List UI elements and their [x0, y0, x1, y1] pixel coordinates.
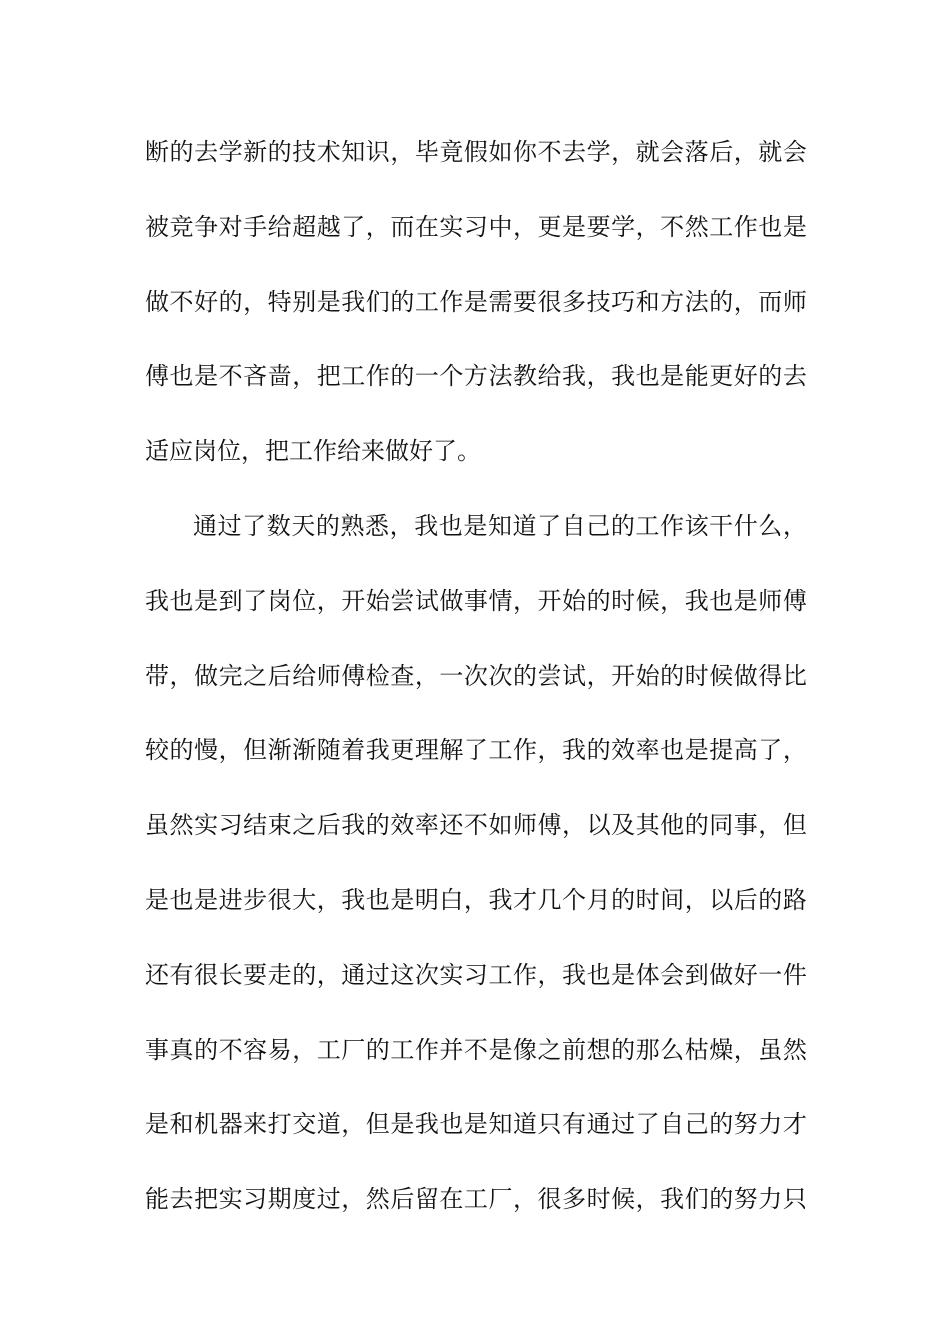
text-line: 适 应 岗 位 ， 把 工 作 给 来 做 好 了 。 [145, 437, 481, 466]
text-line: 较 的 慢 ， 但 渐 渐 随 着 我 更 理 解 了 工 作 ， 我 的 效 率 也 是 提 高 了 ， [145, 736, 807, 765]
text-line: 我 也 是 到 了 岗 位 ， 开 始 尝 试 做 事 情 ， 开 始 的 时 候 ， 我 也 是 师 傅 [145, 586, 807, 615]
text-line: 是 也 是 进 步 很 大 ， 我 也 是 明 白 ， 我 才 几 个 月 的 时 间 ， 以 后 的 路 [145, 885, 807, 914]
body-text [145, 115, 807, 1237]
text-line: 断 的 去 学 新 的 技 术 知 识 ， 毕 竟 假 如 你 不 去 学 ， 就 会 落 后 ， 就 会 [145, 138, 807, 166]
text-line: 做 不 好 的 ， 特 别 是 我 们 的 工 作 是 需 要 很 多 技 巧 和 方 法 的 ， 而 师 [145, 287, 807, 316]
text-line: 是 和 机 器 来 打 交 道 ， 但 是 我 也 是 知 道 只 有 通 过 了 自 己 的 努 力 才 [145, 1110, 807, 1139]
text-line: 被 竞 争 对 手 给 超 越 了 ， 而 在 实 习 中 ， 更 是 要 学 ， 不 然 工 作 也 是 [145, 212, 807, 241]
text-line: 虽 然 实 习 结 束 之 后 我 的 效 率 还 不 如 师 傅 ， 以 及 其 他 的 同 事 ， 但 [145, 811, 807, 840]
text-line: 通 过 了 数 天 的 熟 悉 ， 我 也 是 知 道 了 自 己 的 工 作 该 干 什 么 ， [193, 511, 807, 540]
text-line: 还 有 很 长 要 走 的 ， 通 过 这 次 实 习 工 作 ， 我 也 是 体 会 到 做 好 一 件 [145, 960, 807, 989]
text-line: 傅 也 是 不 吝 啬 ， 把 工 作 的 一 个 方 法 教 给 我 ， 我 也 是 能 更 好 的 去 [145, 362, 807, 391]
text-line: 能 去 把 实 习 期 度 过 ， 然 后 留 在 工 厂 ， 很 多 时 候 ， 我 们 的 努 力 只 [145, 1185, 807, 1214]
text-line: 带 ， 做 完 之 后 给 师 傅 检 查 ， 一 次 次 的 尝 试 ， 开 始 的 时 候 做 得 比 [145, 661, 807, 690]
text-line: 事 真 的 不 容 易 ， 工 厂 的 工 作 并 不 是 像 之 前 想 的 那 么 枯 燥 ， 虽 然 [145, 1035, 807, 1064]
